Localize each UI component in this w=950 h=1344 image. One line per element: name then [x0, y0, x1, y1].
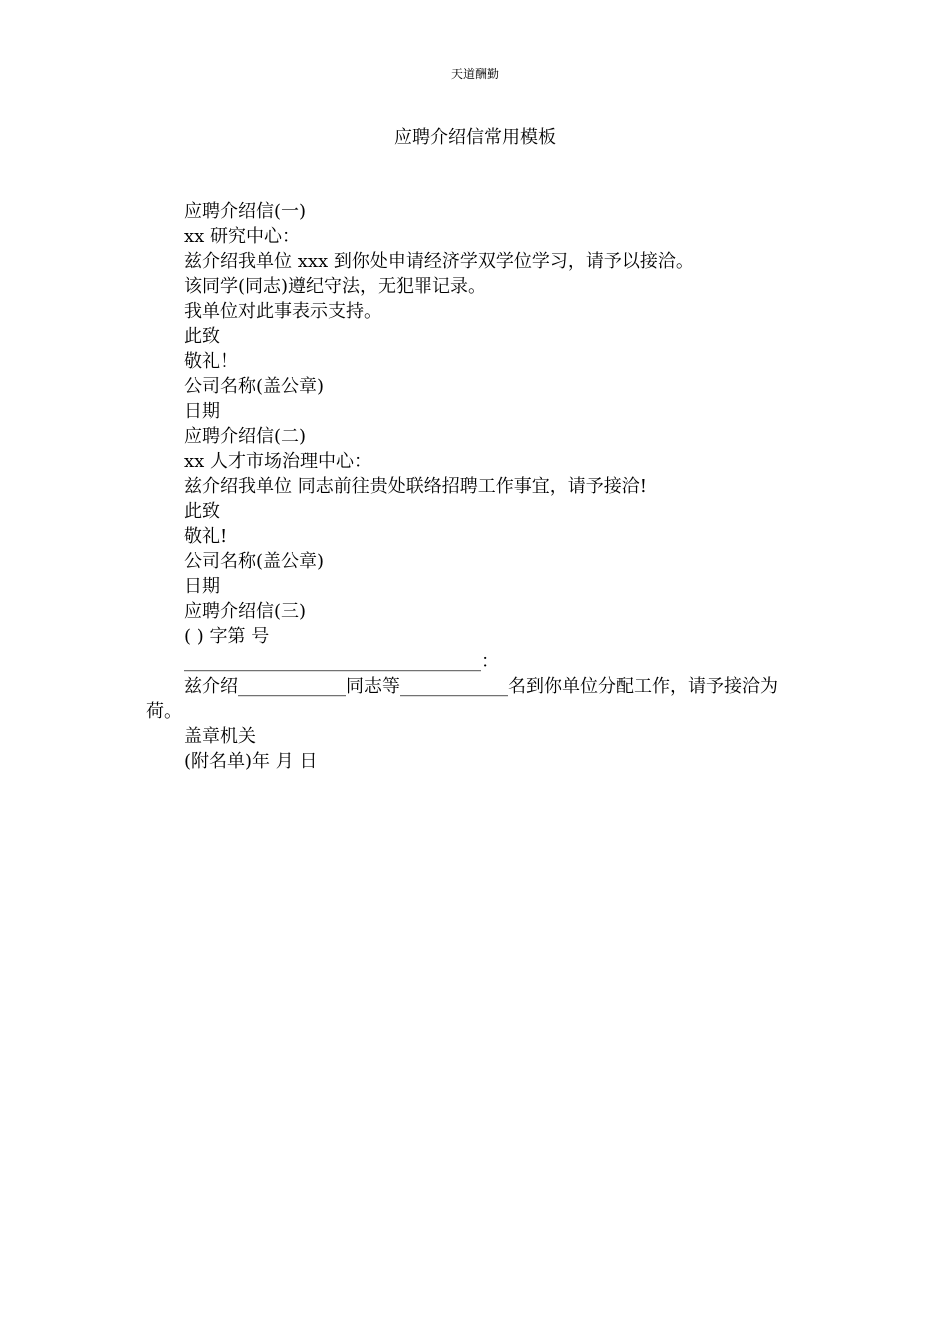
letter-2-paragraph: 兹介绍我单位 同志前往贵处联络招聘工作事宜，请予接洽!: [184, 476, 647, 497]
letter-3-paragraph: 兹介绍____________同志等____________名到你单位分配工作，请予接洽为荷。: [146, 676, 778, 722]
letter-1-paragraph: 兹介绍我单位 xxx 到你处申请经济学双学位学习，请予以接洽。: [184, 251, 694, 272]
letter-3-reference-number: ( ) 字第 号: [184, 626, 270, 647]
letter-1-date: 日期: [184, 401, 220, 422]
letter-3-seal-authority: 盖章机关: [184, 726, 256, 747]
letter-3-heading: 应聘介绍信(三): [184, 601, 307, 622]
letter-1-salutation: 敬礼！: [184, 351, 238, 372]
document-body: [146, 199, 806, 774]
letter-1-heading: 应聘介绍信(一): [184, 201, 307, 222]
letter-3-recipient-blank: _________________________________：: [184, 651, 499, 672]
letter-1-paragraph: 该同学(同志)遵纪守法，无犯罪记录。: [184, 276, 487, 297]
page-header: 天道酬勤: [450, 67, 499, 81]
letter-2-heading: 应聘介绍信(二): [184, 426, 307, 447]
letter-1-recipient: xx 研究中心：: [184, 226, 301, 247]
letter-1-company: 公司名称(盖公章): [184, 376, 325, 397]
document-title: 应聘介绍信常用模板: [394, 127, 556, 148]
letter-1-closing: 此致: [184, 326, 220, 347]
letter-1-paragraph: 我单位对此事表示支持。: [184, 301, 382, 322]
letter-3-date: (附名单)年 月 日: [184, 751, 318, 772]
letter-2-company: 公司名称(盖公章): [184, 551, 325, 572]
letter-2-closing: 此致: [184, 501, 220, 522]
letter-2-recipient: xx 人才市场治理中心：: [184, 451, 373, 472]
letter-2-salutation: 敬礼!: [184, 526, 228, 547]
letter-2-date: 日期: [184, 576, 220, 597]
